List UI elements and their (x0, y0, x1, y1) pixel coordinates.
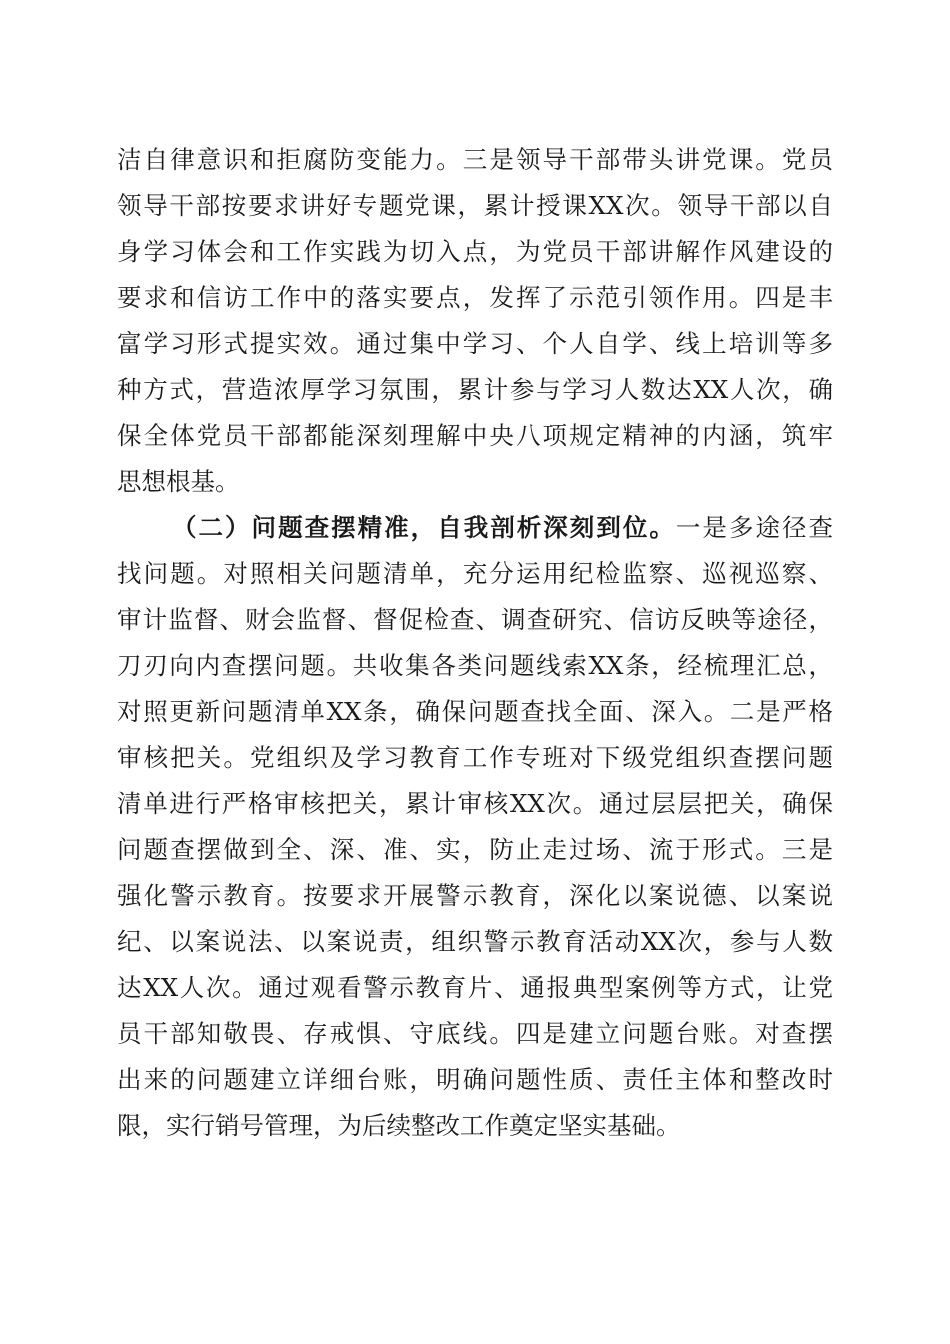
text-line: 纪、以案说法、以案说责，组织警示教育活动XX次，参与人数 (117, 927, 833, 956)
text-line: 思想根基。 (117, 467, 240, 496)
text-line: 要求和信访工作中的落实要点，发挥了示范引领作用。四是丰 (117, 283, 833, 312)
text-line: 强化警示教育。按要求开展警示教育，深化以案说德、以案说 (117, 881, 833, 910)
text-line: 领导干部按要求讲好专题党课，累计授课XX次。领导干部以自 (117, 191, 833, 220)
text-line: 清单进行严格审核把关，累计审核XX次。通过层层把关，确保 (117, 789, 833, 818)
text-line: 刀刃向内查摆问题。共收集各类问题线索XX条，经梳理汇总， (117, 651, 833, 680)
text-line: 找问题。对照相关问题清单，充分运用纪检监察、巡视巡察、 (117, 559, 833, 588)
text-line: 限，实行销号管理，为后续整改工作奠定坚实基础。 (117, 1111, 681, 1140)
text-line: 种方式，营造浓厚学习氛围，累计参与学习人数达XX人次，确 (117, 375, 833, 404)
text-line: 问题查摆做到全、深、准、实，防止走过场、流于形式。三是 (117, 835, 833, 864)
text-line: 员干部知敬畏、存戒惧、守底线。四是建立问题台账。对查摆 (117, 1019, 833, 1048)
text-line: 出来的问题建立详细台账，明确问题性质、责任主体和整改时 (117, 1065, 833, 1094)
text-line: 对照更新问题清单XX条，确保问题查找全面、深入。二是严格 (117, 697, 833, 726)
text-line: 身学习体会和工作实践为切入点，为党员干部讲解作风建设的 (117, 237, 833, 266)
text-line: 保全体党员干部都能深刻理解中央八项规定精神的内涵，筑牢 (117, 421, 833, 450)
text-line: 审计监督、财会监督、督促检查、调查研究、信访反映等途径， (117, 605, 833, 634)
section-heading-line (172, 508, 833, 548)
text-line: 审核把关。党组织及学习教育工作专班对下级党组织查摆问题 (117, 743, 833, 772)
section-heading-rest: 一是多途径查 (675, 513, 834, 542)
text-line: 富学习形式提实效。通过集中学习、个人自学、线上培训等多 (117, 329, 833, 358)
section-heading-bold: （二）问题查摆精准，自我剖析深刻到位。 (172, 513, 676, 542)
text-line: 达XX人次。通过观看警示教育片、通报典型案例等方式，让党 (117, 973, 833, 1002)
text-line: 洁自律意识和拒腐防变能力。三是领导干部带头讲党课。党员 (117, 145, 833, 174)
